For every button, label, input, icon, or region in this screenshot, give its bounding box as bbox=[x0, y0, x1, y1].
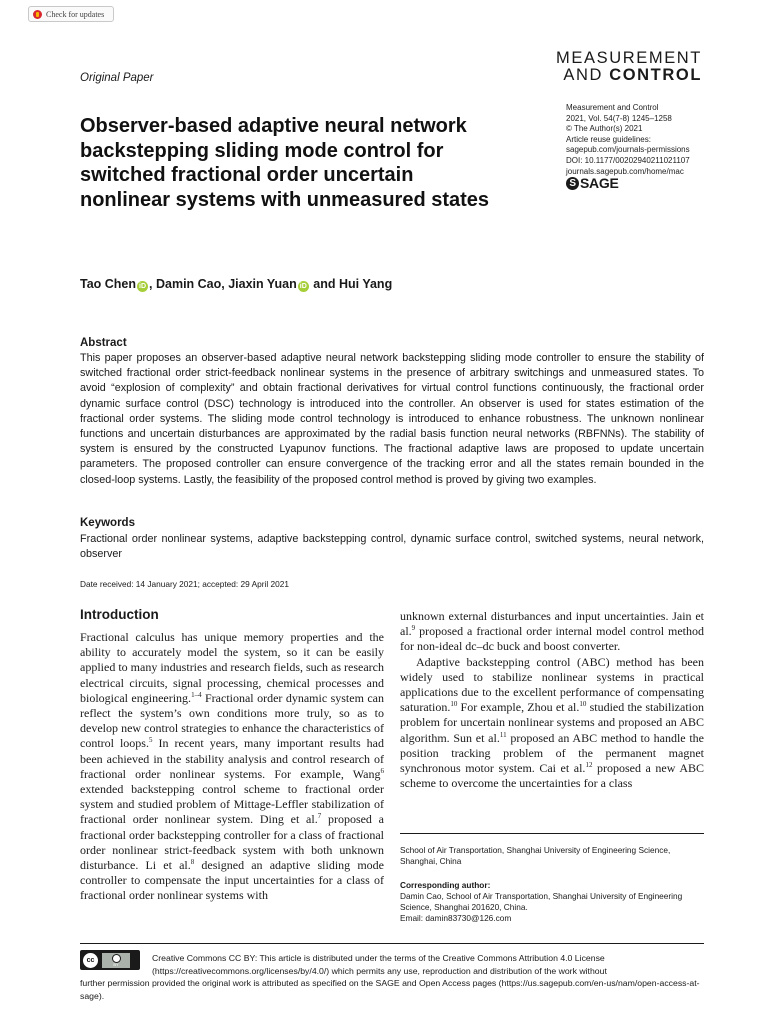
citation[interactable]: 9 bbox=[411, 624, 416, 633]
text-run: Fractional order dynamic system can reflect the system’s own conditions more truly, so as to develop new control strategies to enhance the characteristics of control loops. bbox=[80, 690, 384, 751]
orcid-icon[interactable]: iD bbox=[139, 283, 147, 290]
keywords-heading: Keywords bbox=[80, 517, 135, 529]
paragraph bbox=[80, 630, 384, 904]
license-text: Creative Commons CC BY: This article is distributed under the terms of the Creative Commons Attribution 4.0 License (https://creativecommons.org/licenses/by/4.0/) which permits any use, reproduction and distribution of the work without bbox=[152, 953, 607, 976]
affiliation: School of Air Transportation, Shanghai University of Engineering Science, Shanghai, China bbox=[400, 845, 671, 866]
meta-line: Measurement and Control bbox=[566, 103, 659, 112]
cc-by-license-icon[interactable] bbox=[80, 950, 140, 970]
sage-logo-text: SAGE bbox=[580, 175, 619, 191]
text-run: studied the stabilization problem for uncertain nonlinear systems and proposed an ABC algorithm. Sun et al. bbox=[400, 700, 704, 745]
abstract-heading: Abstract bbox=[80, 337, 127, 349]
corresponding-author-heading: Corresponding author: bbox=[400, 880, 491, 890]
text-run: proposed a fractional order internal model control method for non-ideal dc–dc buck and boost converter. bbox=[400, 624, 704, 654]
text-run: proposed a fractional order backstepping controller for a class of fractional order nonlinear strict-feedback system with both unknown disturbance. Li et al. bbox=[80, 812, 384, 873]
corresponding-email[interactable]: Email: damin83730@126.com bbox=[400, 913, 512, 923]
meta-line: © The Author(s) 2021 bbox=[566, 124, 643, 134]
citation[interactable]: 5 bbox=[148, 736, 153, 745]
sage-logo bbox=[566, 175, 618, 191]
abstract-text: This paper proposes an observer-based adaptive neural network backstepping sliding mode controller to ensure the stability of switched fractional order strict-feedback nonlinear systems in the presence of arbitrary switchings and unmeasured states. To avoid “explosion of complexity” and obtain fractional derivatives for virtual control functions continuously, the fractional order dynamic surface control (DSC) technology is introduced into the controller. An observer is used for states estimation of the fractional order systems. The sliding mode control technology is introduced to enhance robustness. The unknown nonlinear functions and uncertain disturbances are approximated by the radial basis function neural networks (RBFNNs). The stability of system is ensured by the constructed Lyapunov functions. The fractional adaptive laws are proposed to update uncertain parameters. The proposed controller can ensure convergence of the tracking error and all the states remain bounded in the closed-loop systems. Lastly, the feasibility of the proposed control method is proved by giving two examples. bbox=[80, 352, 704, 486]
journal-logo-and: AND bbox=[563, 66, 604, 84]
check-for-updates-badge[interactable] bbox=[28, 6, 114, 22]
text-run: designed an adaptive sliding mode controller to compensate the input uncertainties for a class of fractional order nonlinear systems with bbox=[80, 858, 384, 903]
sage-s-icon: S bbox=[566, 177, 579, 190]
corresponding-author bbox=[400, 891, 704, 924]
citation[interactable]: 8 bbox=[190, 858, 195, 867]
author-name[interactable]: and Hui Yang bbox=[309, 277, 393, 291]
license-divider bbox=[80, 943, 704, 944]
by-label: BY bbox=[113, 961, 119, 967]
journal-logo-control: CONTROL bbox=[609, 66, 702, 84]
citation[interactable]: 7 bbox=[317, 812, 322, 821]
orcid-icon[interactable]: iD bbox=[299, 283, 307, 290]
meta-doi[interactable]: DOI: 10.1177/00202940211021107 bbox=[566, 155, 690, 165]
paper-type: Original Paper bbox=[80, 72, 154, 84]
by-icon bbox=[102, 953, 130, 968]
citation[interactable]: 1–4 bbox=[191, 690, 202, 699]
date-received: Date received: 14 January 2021; accepted: 29 April 2021 bbox=[80, 579, 289, 589]
article-title: Observer-based adaptive neural network backstepping sliding mode control for switched fractional order uncertain nonlinear systems with unmeasured states bbox=[80, 115, 490, 211]
text-run: For example, Zhou et al. bbox=[457, 700, 580, 715]
paragraph bbox=[400, 609, 704, 655]
corresponding-address: Damin Cao, School of Air Transportation, Shanghai University of Engineering Science, Shanghai 201620, China. bbox=[400, 891, 683, 912]
cc-icon: cc bbox=[83, 953, 98, 968]
body-column-left bbox=[80, 630, 384, 904]
check-for-updates-label: Check for updates bbox=[46, 9, 105, 19]
journal-logo bbox=[556, 50, 702, 84]
journal-logo-line1: MEASUREMENT bbox=[556, 49, 702, 67]
license-text-continued: further permission provided the original work is attributed as specified on the SAGE and Open Access pages (https://us.sagepub.com/en-us/nam/open-access-at-sage). bbox=[80, 978, 700, 1001]
footnote-divider bbox=[400, 833, 704, 834]
text-run: proposed a new ABC scheme to overcome the uncertainties for a class bbox=[400, 761, 704, 791]
keywords-text: Fractional order nonlinear systems, adaptive backstepping control, dynamic surface control, switched systems, neural network, observer bbox=[80, 533, 704, 560]
text-run: Fractional calculus has unique memory properties and the ability to accurately model the system, so it can be easily applied to many industries and research fields, such as research electrical circuits, signal processing, chemical processes and biological engineering. bbox=[80, 630, 384, 705]
introduction-heading: Introduction bbox=[80, 607, 159, 622]
meta-link[interactable]: journals.sagepub.com/home/mac bbox=[566, 166, 684, 176]
text-run: extended backstepping control scheme to fractional order system and studied problem of Mittage-Leffler stabilization of fractional order nonlinear system. Ding et al. bbox=[80, 782, 384, 827]
citation[interactable]: 10 bbox=[450, 700, 458, 709]
article-meta bbox=[566, 103, 690, 177]
journal-logo-line2 bbox=[556, 67, 702, 84]
citation[interactable]: 10 bbox=[579, 700, 587, 709]
citation[interactable]: 11 bbox=[499, 730, 507, 739]
meta-line: Article reuse guidelines: bbox=[566, 134, 651, 144]
author-list bbox=[80, 277, 392, 292]
author-name[interactable]: Tao Chen bbox=[80, 277, 137, 291]
citation[interactable]: 6 bbox=[380, 766, 384, 775]
meta-line: 2021, Vol. 54(7-8) 1245–1258 bbox=[566, 113, 672, 123]
meta-link[interactable]: sagepub.com/journals-permissions bbox=[566, 145, 690, 155]
paragraph bbox=[400, 655, 704, 792]
text-run: unknown external disturbances and input uncertainties. Jain et al. bbox=[400, 609, 704, 639]
body-column-right bbox=[400, 609, 704, 791]
text-run: In recent years, many important results had been achieved in the stability analysis and control research of fractional order nonlinear systems. For example, Wang bbox=[80, 736, 384, 781]
crossmark-icon bbox=[33, 10, 42, 19]
author-name[interactable]: , Damin Cao, Jiaxin Yuan bbox=[149, 277, 297, 291]
text-run: proposed an ABC method to handle the position tracking problem of the permanent magnet synchronous motor system. Cai et al. bbox=[400, 730, 704, 776]
text-run: Adaptive backstepping control (ABC) method has been widely used to stabilize nonlinear systems in practical applications due to the excellent performance of compensating saturation. bbox=[400, 654, 704, 715]
citation[interactable]: 12 bbox=[585, 761, 593, 770]
